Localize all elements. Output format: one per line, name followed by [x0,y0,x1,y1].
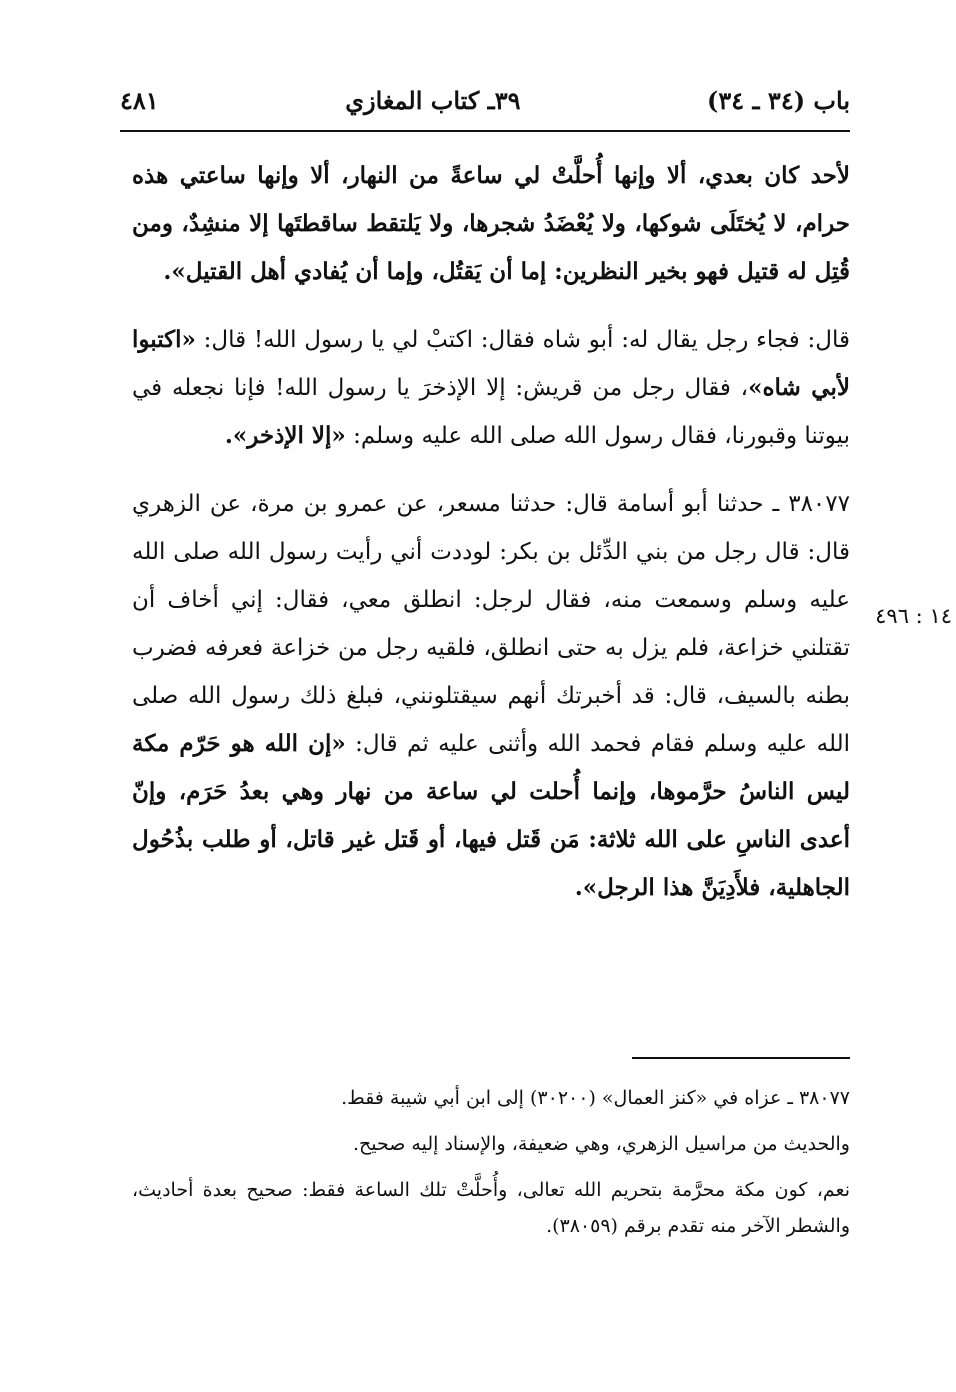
hadith-38077-quote: «إن الله هو حَرّم مكة ليس الناسُ حرَّموها، وإنما أُحلت لي ساعة من نهار وهي بعدُ حَرَم، وإنّ أعدى الناسِ على الله ثلاثة: مَن قَتل فيها، أو قَتل غير قاتل، أو طلب بذُحُول الجاهلية، فلأَدِيَنَّ هذا الرجل». [132,730,850,901]
abu-shah-quote-a: «اكتبوا لأبي شاه» [132,326,850,401]
footnote-1: ٣٨٠٧٧ ـ عزاه في «كنز العمال» (٣٠٢٠٠) إلى ابن أبي شيبة فقط. [341,1087,850,1109]
abu-shah-text-a: قال: فجاء رجل يقال له: أبو شاه فقال: اكتبْ لي يا رسول الله! قال: [203,327,851,353]
header-page-number: ٤٨١ [120,85,159,115]
main-text [132,152,850,932]
footnote-2: والحديث من مراسيل الزهري، وهي ضعيفة، والإسناد إليه صحيح. [352,1133,850,1155]
abu-shah-quote-b: «إلا الإذخر». [224,422,346,449]
paragraph-abu-shah [132,316,850,460]
paragraph-hadith-end: لأحد كان بعدي، ألا وإنها أُحلَّتْ لي ساعةً من النهار، ألا وإنها ساعتي هذه حرام، لا يُختَلَى شوكها، ولا يُعْضَدُ شجرها، ولا يَلتقط ساقطتَها إلا منشِدٌ، ومن قُتِل له قتيل فهو بخير النظرين: إما أن يَقتُل، وإما أن يُفادي أهل القتيل». [132,162,850,285]
page-header [120,70,850,132]
margin-reference: ١٤ : ٤٩٦ [875,604,952,628]
hadith-38077-narration: ٣٨٠٧٧ ـ حدثنا أبو أسامة قال: حدثنا مسعر، عن عمرو بن مرة، عن الزهري قال: قال رجل من بني الدِّئل بن بكر: لوددت أني رأيت رسول الله صلى الله عليه وسلم وسمعت منه، فقال لرجل: انطلق معي، فقال: إني أخاف أن تقتلني خزاعة، فلم يزل به حتى انطلق، فلقيه رجل من خزاعة فعرفه فضرب بطنه بالسيف، قال: قد أخبرتك أنهم سيقتلونني، فبلغ ذلك رسول الله صلى الله عليه وسلم فقام فحمد الله وأثنى عليه ثم قال: [132,491,850,757]
header-book-title: ٣٩ـ كتاب المغازي [345,85,521,115]
footnotes [132,1080,850,1254]
footnote-divider [632,1057,850,1059]
header-section: باب (٣٤ ـ ٣٤) [707,85,850,115]
abu-shah-text-b: ، فقال رجل من قريش: إلا الإذخرَ يا رسول الله! فإنا نجعله في بيوتنا وقبورنا، فقال رسول الله صلى الله عليه وسلم: [132,375,850,449]
paragraph-hadith-38077 [132,480,850,912]
footnote-3: نعم، كون مكة محرَّمة بتحريم الله تعالى، وأُحلَّتْ تلك الساعة فقط: صحيح بعدة أحاديث، والشطر الآخر منه تقدم برقم (٣٨٠٥٩). [132,1179,850,1237]
